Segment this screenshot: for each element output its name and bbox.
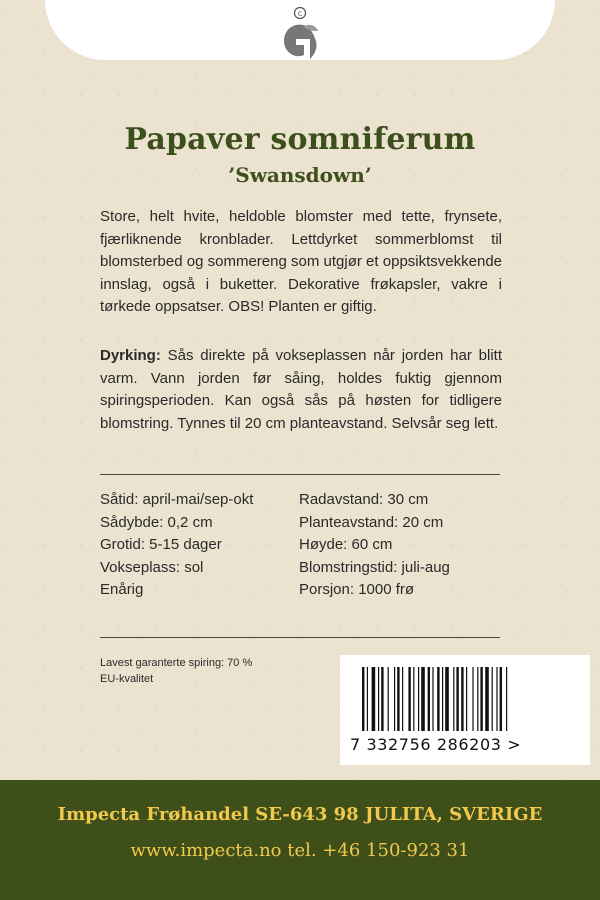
cultivation-label: Dyrking: — [100, 347, 161, 364]
barcode-box — [340, 655, 590, 765]
fact-flowering-time: Blomstringstid: juli-aug — [299, 558, 450, 576]
svg-text:c: c — [297, 9, 303, 18]
barcode-icon — [362, 667, 558, 731]
fact-height: Høyde: 60 cm — [299, 536, 393, 554]
divider-top — [100, 474, 500, 475]
facts-right-column — [299, 489, 450, 602]
product-latin-name: Papaver somniferum — [124, 122, 476, 157]
fact-sowing-time: Såtid: april-mai/sep-okt — [100, 491, 254, 508]
fact-portion: Porsjon: 1000 frø — [299, 581, 415, 599]
quality-info — [100, 655, 252, 687]
fact-location: Vokseplass: sol — [100, 558, 204, 576]
cultivation-body: Sås direkte på vokseplassen når jorden har blitt varm. Vann jorden før såing, holdes fuktig gjennom spiringsperioden. Kan også sås på høsten for tidligere blomstring. Tynnes til 20 cm planteavstand. Selvsår seg lett. — [100, 347, 502, 432]
footer-company: Impecta Frøhandel SE-643 98 JULITA, SVERIGE — [57, 804, 543, 825]
fact-row-spacing: Radavstand: 30 cm — [299, 491, 429, 508]
fact-germination-time: Grotid: 5-15 dager — [100, 536, 222, 554]
description-text: Store, helt hvite, heldoble blomster med tette, frynsete, fjærliknende kronblader. Lettdyrket sommerblomst til blomsterbed og sommereng som utgjør et oppsiktsvekkende innslag, også i buketter. Dekorative frøkapsler, vakre i tørkede oppsatser. OBS! Planten er giftig. — [100, 208, 502, 315]
cultivation-text — [100, 345, 502, 435]
barcode-number: 7 332756 286203 > — [350, 735, 522, 754]
fact-sowing-depth: Sådybde: 0,2 cm — [100, 513, 213, 531]
facts-left-column — [100, 489, 253, 602]
footer-contact: www.impecta.no tel. +46 150-923 31 — [130, 840, 470, 861]
eu-quality: EU-kvalitet — [100, 673, 154, 685]
fact-annual: Enårig — [100, 581, 144, 599]
impecta-logo-icon — [278, 5, 322, 67]
product-variety: ’Swansdown’ — [228, 163, 372, 187]
fact-plant-spacing: Planteavstand: 20 cm — [299, 513, 444, 531]
germination-rate: Lavest garanterte spiring: 70 % — [100, 657, 253, 669]
divider-bottom — [100, 637, 500, 638]
footer-bar — [0, 780, 600, 900]
